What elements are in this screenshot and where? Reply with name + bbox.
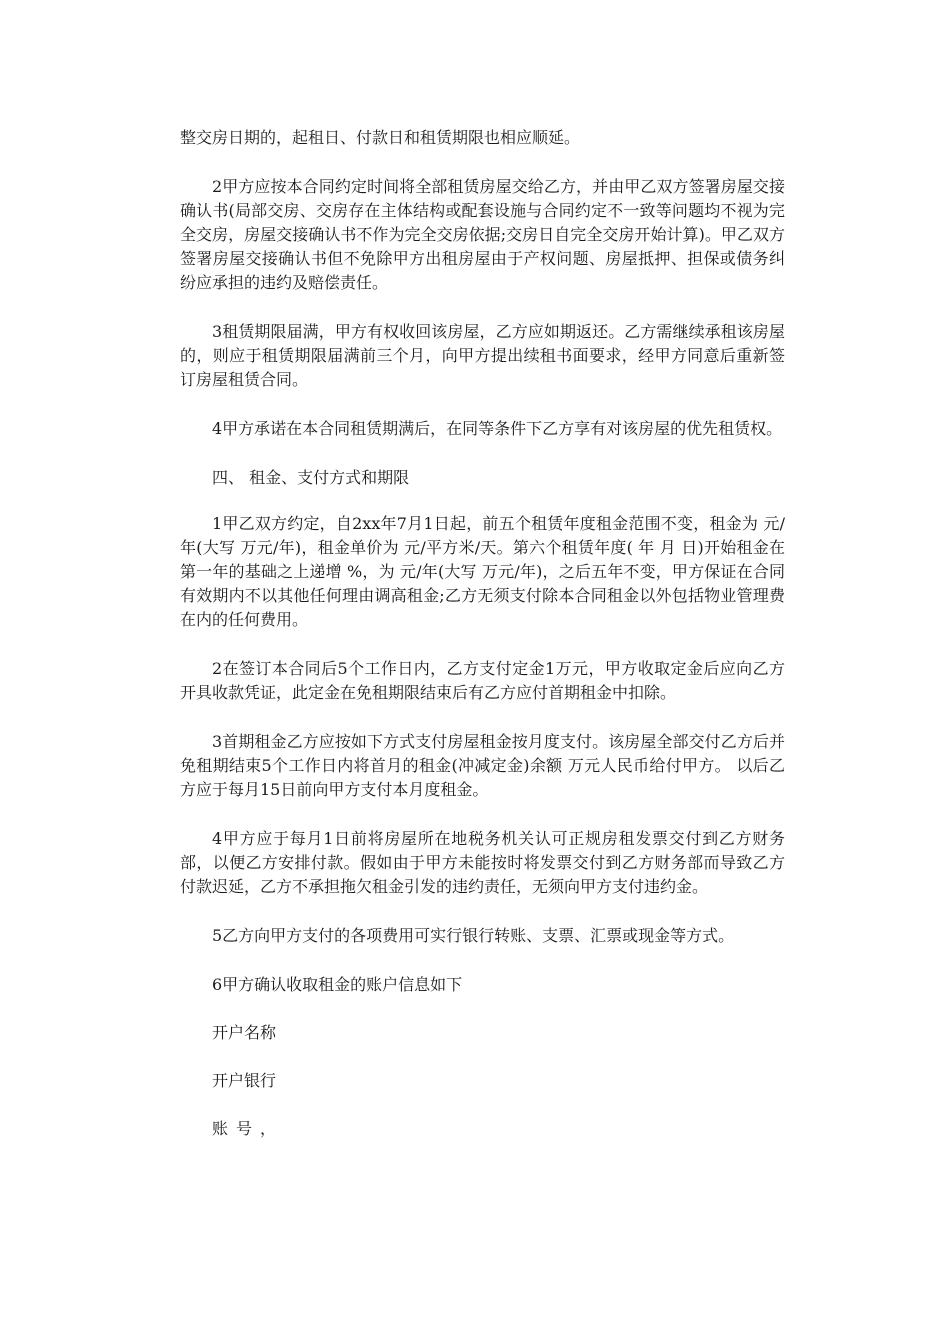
clause-4-1: 1甲乙双方约定，自2xx年7月1日起，前五个租赁年度租金范围不变，租金为 元/年(大写 万元/年)，租金单价为 元/平方米/天。第六个租赁年度( 年 月 日)开始租金在第一年的基础之上递增 %，为 元/年(大写 万元/年)，之后五年不变，甲方保证在合同有效期内不以其他任何理由调高租金;乙方无须支付除本合同租金以外包括物业管理费在内的任何费用。 — [180, 514, 785, 629]
clause-4-6: 6甲方确认收取租金的账户信息如下 — [212, 975, 463, 994]
clause-4-2: 2在签订本合同后5个工作日内，乙方支付定金1万元，甲方收取定金后应向乙方开具收款凭证，此定金在免租期限结束后有乙方应付首期租金中扣除。 — [180, 659, 785, 702]
section-4-heading: 四、 租金、支付方式和期限 — [212, 468, 410, 487]
clause-4-4: 4甲方应于每月1日前将房屋所在地税务机关认可正规房租发票交付到乙方财务部，以便乙方安排付款。假如由于甲方未能按时将发票交付到乙方财务部而导致乙方付款迟延，乙方不承担拖欠租金引发的违约责任，无须向甲方支付违约金。 — [180, 829, 785, 896]
clause-4-5: 5乙方向甲方支付的各项费用可实行银行转账、支票、汇票或现金等方式。 — [212, 926, 735, 945]
clause-3-4: 4甲方承诺在本合同租赁期满后，在同等条件下乙方享有对该房屋的优先租赁权。 — [212, 419, 783, 438]
account-name-label: 开户名称 — [212, 1023, 277, 1042]
clause-3-2: 2甲方应按本合同约定时间将全部租赁房屋交给乙方，并由甲乙双方签署房屋交接确认书(局部交房、交房存在主体结构或配套设施与合同约定不一致等问题均不视为完全交房，房屋交接确认书不作为完全交房依据;交房日自完全交房开始计算)。甲乙双方签署房屋交接确认书但不免除甲方出租房屋由于产权问题、房屋抵押、担保或债务纠纷应承担的违约及赔偿责任。 — [180, 177, 785, 292]
clause-3-3: 3租赁期限届满，甲方有权收回该房屋，乙方应如期返还。乙方需继续承租该房屋的，则应于租赁期限届满前三个月，向甲方提出续租书面要求，经甲方同意后重新签订房屋租赁合同。 — [180, 322, 785, 389]
clause-4-3: 3首期租金乙方应按如下方式支付房屋租金按月度支付。该房屋全部交付乙方后并免租期结束5个工作日内将首月的租金(冲减定金)余额 万元人民币给付甲方。 以后乙方应于每月15日前向甲方支付本月度租金。 — [180, 732, 785, 799]
account-bank-label: 开户银行 — [212, 1071, 277, 1090]
document-body — [180, 126, 785, 1165]
account-number-label: 账号， — [212, 1119, 285, 1138]
paragraph-continuation: 整交房日期的，起租日、付款日和租赁期限也相应顺延。 — [180, 128, 581, 147]
